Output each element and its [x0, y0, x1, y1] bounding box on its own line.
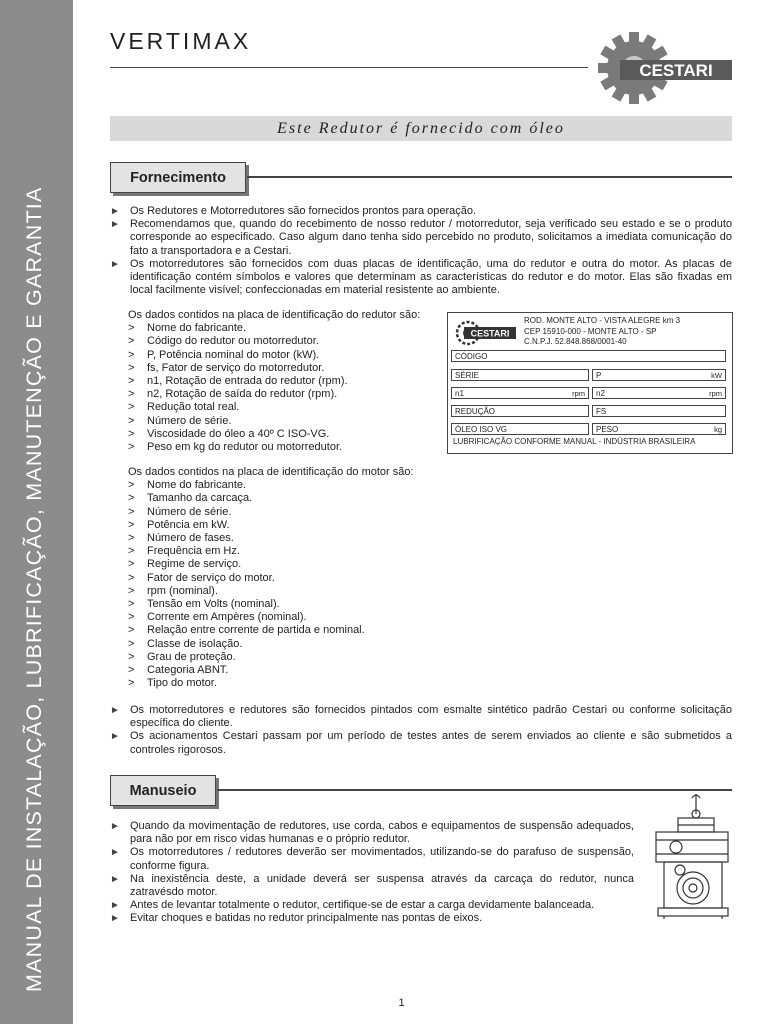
list-item: > fs, Fator de serviço do motorredutor.	[128, 361, 325, 374]
plate-address: ROD. MONTE ALTO - VISTA ALEGRE km 3 CEP 15910-000 - MONTE ALTO - SP C.N.P.J. 52.848.868/0001-40	[524, 316, 681, 346]
list-item: > Número de fases.	[128, 532, 234, 545]
list-item: > Categoria ABNT.	[128, 664, 229, 677]
list-item: ► Os acionamentos Cestari passam por um período de testes antes de serem enviados ao cliente e são submetidos a controles rigorosos.	[110, 730, 732, 756]
arrow-bullet-icon: ►	[110, 731, 120, 743]
title-divider	[110, 67, 588, 68]
arrow-bullet-icon: ►	[110, 206, 120, 217]
section-heading-manuseio	[110, 775, 216, 806]
list-item: ► Antes de levantar totalmente o redutor, certifique-se de estar a carga devidamente balanceada.	[110, 899, 595, 912]
list-item: ► Os motorredutores são fornecidos com duas placas de identificação, uma do redutor e outra do motor. As placas de identificação contém símbolos e valores que determinam as características do redutor e do motor. Elas são fixadas em local facilmente visível; confeccionadas em material resistente ao ambiente.	[110, 257, 732, 297]
list-item: ► Quando da movimentação de redutores, use corda, cabos e equipamentos de suspensão adequados, para não por em risco vidas humanas e o próprio redutor.	[110, 820, 634, 846]
plate-footer: LUBRIFICAÇÃO CONFORME MANUAL - INDÚSTRIA BRASILEIRA	[453, 437, 696, 446]
gear-reducer-illustration	[650, 792, 734, 920]
list-item: ► Os motorredutores / redutores deverão ser movimentados, utilizando-se do parafuso de suspensão, conforme figura.	[110, 846, 634, 872]
plate-logo	[454, 319, 518, 347]
cestari-logo	[598, 30, 734, 108]
svg-text:CESTARI: CESTARI	[639, 61, 713, 80]
list-item: > Nome do fabricante.	[128, 322, 247, 335]
list-item: > P, Potência nominal do motor (kW).	[128, 348, 320, 361]
list-item: ► Na inexistência deste, a unidade deverá ser suspensa através da carcaça do redutor, nunca zatravésdo motor.	[110, 872, 634, 899]
section-heading-label: Manuseio	[129, 782, 197, 799]
list-item: ► Evitar choques e batidas no redutor principalmente nas pontas de eixos.	[110, 912, 483, 925]
list-item: > Redução total real.	[128, 401, 240, 414]
list-item: > Nome do fabricante.	[128, 479, 247, 492]
field-reducao: REDUÇÃO	[451, 405, 589, 417]
list-item: > Tipo do motor.	[128, 677, 217, 690]
fornecimento-bullets-after	[110, 704, 732, 757]
field-potencia: P kW	[592, 369, 726, 381]
list-item: ► Recomendamos que, quando do recebimento de nosso redutor / motorredutor, seja verificado seu estado e se o produto corresponde ao especificado. Caso algum dano tenha sido percebido no produto, solicitamos a imediata comunicação do fato a transportadora e a Cestari.	[110, 218, 732, 257]
list-item: > Número de série.	[128, 414, 232, 427]
list-item: > Classe de isolação.	[128, 637, 243, 650]
list-item: ► Os motorredutores e redutores são fornecidos pintados com esmalte sintético padrão Cestari ou conforme solicitação específica do cliente.	[110, 704, 732, 730]
page-title: VERTIMAX	[110, 28, 252, 54]
list-item: > Grau de proteção.	[128, 650, 236, 663]
field-n1: n1 rpm	[451, 387, 589, 399]
motor-intro: Os dados contidos na placa de identificação do motor são:	[128, 466, 414, 478]
page-number: 1	[398, 997, 405, 1009]
list-item: > Peso em kg do redutor ou motorredutor.	[128, 441, 343, 454]
field-oleo: ÓLEO ISO VG	[451, 423, 589, 435]
list-item: > Código do redutor ou motorredutor.	[128, 335, 319, 348]
list-item: > Número de série.	[128, 505, 232, 518]
list-item: > Frequência em Hz.	[128, 545, 240, 558]
field-codigo: CÓDIGO	[451, 350, 726, 362]
list-item: > Corrente em Ampères (nominal).	[128, 611, 307, 624]
list-item: > Potência em kW.	[128, 518, 230, 531]
field-serie: SÉRIE	[451, 369, 589, 381]
arrow-bullet-icon: ►	[110, 900, 120, 912]
section-divider	[217, 789, 732, 791]
arrow-bullet-icon: ►	[110, 847, 120, 859]
list-item: > Fator de serviço do motor.	[128, 571, 275, 584]
arrow-bullet-icon: ►	[110, 219, 120, 231]
reducer-intro: Os dados contidos na placa de identificação do redutor são:	[128, 309, 421, 321]
arrow-bullet-icon: ►	[110, 873, 120, 885]
reducer-plate-data	[128, 309, 448, 454]
arrow-bullet-icon: ►	[110, 705, 120, 716]
sidebar	[0, 0, 73, 1024]
arrow-bullet-icon: ►	[110, 821, 120, 832]
identification-plate	[447, 312, 733, 454]
field-n2: n2 rpm	[592, 387, 726, 399]
oil-notice-banner	[110, 116, 732, 141]
fornecimento-bullets	[110, 205, 732, 297]
section-heading-fornecimento	[110, 162, 246, 193]
list-item: > Regime de serviço.	[128, 558, 242, 571]
list-item: > n1, Rotação de entrada do redutor (rpm).	[128, 375, 348, 388]
list-item: > rpm (nominal).	[128, 584, 218, 597]
list-item: > Tensão em Volts (nominal).	[128, 598, 280, 611]
arrow-bullet-icon: ►	[110, 258, 120, 270]
section-divider	[247, 176, 732, 178]
manuseio-bullets	[110, 820, 634, 926]
list-item: ► Os Redutores e Motorredutores são fornecidos prontos para operação.	[110, 205, 477, 217]
field-fs: FS	[592, 405, 726, 417]
arrow-bullet-icon: ►	[110, 913, 120, 925]
svg-text:CESTARI: CESTARI	[470, 328, 510, 339]
motor-plate-data	[128, 466, 468, 690]
section-heading-label: Fornecimento	[130, 169, 226, 186]
list-item: > Relação entre corrente de partida e nominal.	[128, 624, 365, 637]
list-item: > n2, Rotação de saída do redutor (rpm).	[128, 388, 338, 401]
field-peso: PESO kg	[592, 423, 726, 435]
list-item: > Tamanho da carcaça.	[128, 492, 253, 505]
sidebar-title: MANUAL DE INSTALAÇÃO, LUBRIFICAÇÃO, MANUTENÇÃO E GARANTIA	[22, 186, 46, 992]
list-item: > Viscosidade do óleo a 40º C ISO-VG.	[128, 427, 330, 440]
banner-text: Este Redutor é fornecido com óleo	[277, 119, 565, 137]
